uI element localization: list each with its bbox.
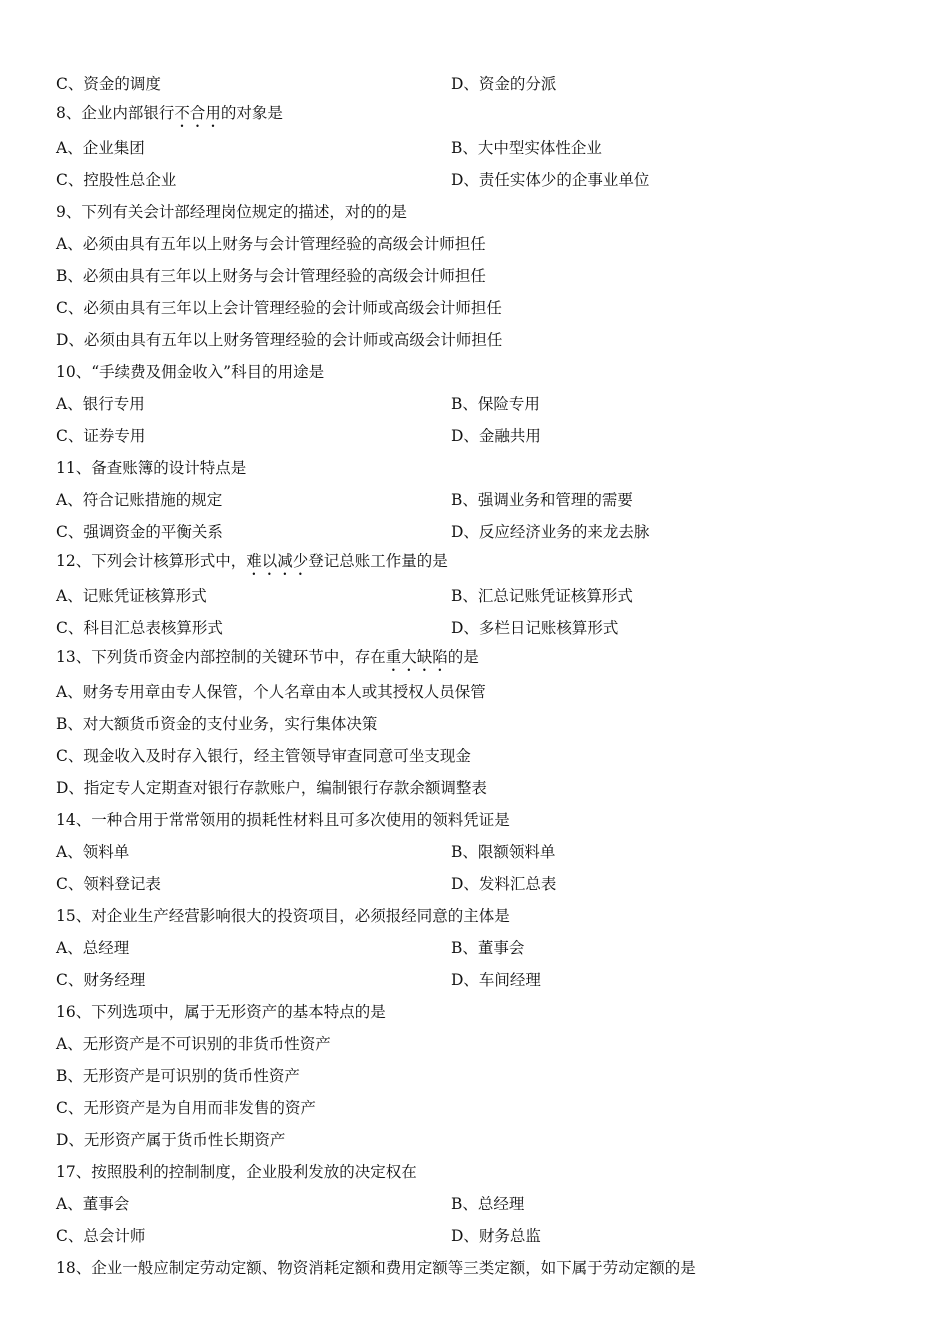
option-d: D、指定专人定期查对银行存款账户，编制银行存款余额调整表 xyxy=(56,779,487,797)
option-b: B、董事会 xyxy=(451,939,525,957)
question-text: 8、企业内部银行 xyxy=(56,104,175,122)
option-row xyxy=(56,1220,541,1252)
option-d: D、责任实体少的企事业单位 xyxy=(451,171,650,189)
option-row xyxy=(56,164,650,196)
option-c: C、控股性总企业 xyxy=(56,171,177,189)
option-row xyxy=(56,484,633,516)
option-b: B、对大额货币资金的支付业务，实行集体决策 xyxy=(56,715,378,733)
option-c: C、现金收入及时存入银行，经主管领导审查同意可坐支现金 xyxy=(56,747,471,765)
option-d: D、反应经济业务的来龙去脉 xyxy=(451,523,650,541)
question-10: 10、“手续费及佣金收入”科目的用途是 xyxy=(56,363,325,381)
question-8 xyxy=(56,97,283,129)
option-d: D、多栏日记账核算形式 xyxy=(451,619,619,637)
option-c: C、无形资产是为自用而非发售的资产 xyxy=(56,1099,316,1117)
option-row xyxy=(56,836,556,868)
option-a: A、无形资产是不可识别的非货币性资产 xyxy=(56,1035,331,1053)
option-d: D、财务总监 xyxy=(451,1227,541,1245)
question-18: 18、企业一般应制定劳动定额、物资消耗定额和费用定额等三类定额，如下属于劳动定额的是 xyxy=(56,1259,696,1277)
option-row xyxy=(56,932,525,964)
option-c: C、资金的调度 xyxy=(56,75,161,93)
option-c: C、必须由具有三年以上会计管理经验的会计师或高级会计师担任 xyxy=(56,299,502,317)
option-c: C、强调资金的平衡关系 xyxy=(56,523,223,541)
option-d: D、无形资产属于货币性长期资产 xyxy=(56,1131,286,1149)
emphasized-text: 重大缺陷 xyxy=(385,648,448,666)
option-d: D、金融共用 xyxy=(451,427,541,445)
option-b: B、汇总记账凭证核算形式 xyxy=(451,587,633,605)
question-12 xyxy=(56,545,448,577)
question-16: 16、下列选项中，属于无形资产的基本特点的是 xyxy=(56,1003,386,1021)
option-d: D、必须由具有五年以上财务管理经验的会计师或高级会计师担任 xyxy=(56,331,503,349)
option-d: D、车间经理 xyxy=(451,971,541,989)
option-d: D、发料汇总表 xyxy=(451,875,557,893)
question-text: 12、下列会计核算形式中， xyxy=(56,552,247,570)
option-b: B、强调业务和管理的需要 xyxy=(451,491,633,509)
option-a: A、领料单 xyxy=(56,843,130,861)
option-a: A、记账凭证核算形式 xyxy=(56,587,207,605)
option-a: A、财务专用章由专人保管，个人名章由本人或其授权人员保管 xyxy=(56,683,486,701)
option-row xyxy=(56,420,541,452)
option-a: A、银行专用 xyxy=(56,395,145,413)
option-c: C、领料登记表 xyxy=(56,875,161,893)
option-c: C、证券专用 xyxy=(56,427,146,445)
option-a: A、符合记账措施的规定 xyxy=(56,491,223,509)
option-row xyxy=(56,132,602,164)
option-row xyxy=(56,964,541,996)
question-15: 15、对企业生产经营影响很大的投资项目，必须报经同意的主体是 xyxy=(56,907,510,925)
option-b: B、总经理 xyxy=(451,1195,525,1213)
question-11: 11、备查账簿的设计特点是 xyxy=(56,459,247,477)
option-b: B、无形资产是可识别的货币性资产 xyxy=(56,1067,300,1085)
question-text: 的对象是 xyxy=(220,104,283,122)
option-row xyxy=(56,388,540,420)
question-17: 17、按照股利的控制制度，企业股利发放的决定权在 xyxy=(56,1163,417,1181)
option-c: C、科目汇总表核算形式 xyxy=(56,619,223,637)
option-b: B、保险专用 xyxy=(451,395,540,413)
option-row xyxy=(56,68,557,100)
question-13 xyxy=(56,641,479,673)
emphasized-text: 难以减少 xyxy=(246,552,309,570)
question-text: 登记总账工作量的是 xyxy=(308,552,448,570)
option-b: B、限额领料单 xyxy=(451,843,556,861)
option-d: D、资金的分派 xyxy=(451,75,557,93)
emphasized-text: 不合用 xyxy=(174,104,221,122)
option-c: C、总会计师 xyxy=(56,1227,146,1245)
question-text: 的是 xyxy=(447,648,479,666)
option-a: A、董事会 xyxy=(56,1195,130,1213)
question-14: 14、一种合用于常常领用的损耗性材料且可多次使用的领料凭证是 xyxy=(56,811,510,829)
option-a: A、企业集团 xyxy=(56,139,145,157)
option-b: B、必须由具有三年以上财务与会计管理经验的高级会计师担任 xyxy=(56,267,486,285)
option-row xyxy=(56,612,619,644)
option-row xyxy=(56,1188,525,1220)
option-row xyxy=(56,516,650,548)
option-a: A、必须由具有五年以上财务与会计管理经验的高级会计师担任 xyxy=(56,235,486,253)
question-9: 9、下列有关会计部经理岗位规定的描述，对的的是 xyxy=(56,203,407,221)
option-b: B、大中型实体性企业 xyxy=(451,139,602,157)
option-c: C、财务经理 xyxy=(56,971,146,989)
option-row xyxy=(56,580,633,612)
option-row xyxy=(56,868,557,900)
question-text: 13、下列货币资金内部控制的关键环节中，存在 xyxy=(56,648,386,666)
option-a: A、总经理 xyxy=(56,939,130,957)
